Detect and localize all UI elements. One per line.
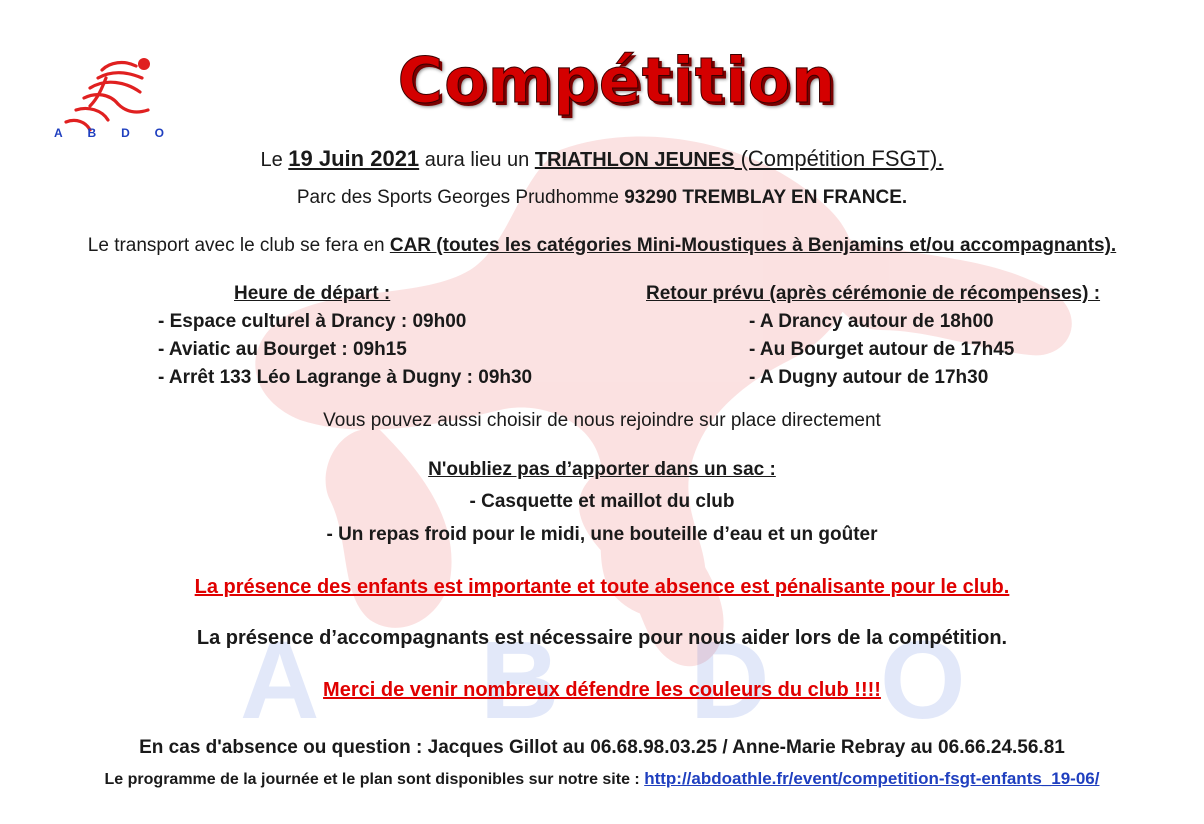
departure-item: - Espace culturel à Drancy : 09h00 — [158, 311, 467, 332]
logo-letter: A — [54, 126, 63, 140]
event-name: TRIATHLON JEUNES — [534, 149, 735, 171]
bring-heading: N'oubliez pas d’apporter dans un sac : — [428, 459, 776, 480]
program-link[interactable]: http://abdoathle.fr/event/competition-fsgt-enfants_19-06/ — [644, 769, 1100, 788]
return-item: - A Drancy autour de 18h00 — [749, 311, 994, 332]
notice-companions: La présence d’accompagnants est nécessaire pour nous aider lors de la compétition. — [196, 627, 1008, 649]
svg-text:O: O — [880, 619, 966, 742]
contact-line: En cas d'absence ou question : Jacques Gillot au 06.68.98.03.25 / Anne-Marie Rebray au 06.66.24.56.81 — [139, 737, 1065, 758]
logo-letter: D — [121, 126, 130, 140]
venue-place: Parc des Sports Georges Prudhomme — [296, 187, 625, 208]
notice-thanks: Merci de venir nombreux défendre les couleurs du club !!!! — [323, 679, 881, 701]
departure-item: - Arrêt 133 Léo Lagrange à Dugny : 09h30 — [158, 367, 533, 388]
svg-text:B: B — [480, 619, 560, 742]
return-item: - A Dugny autour de 17h30 — [749, 367, 989, 388]
venue-city: 93290 TREMBLAY EN FRANCE. — [624, 187, 908, 208]
intro-line — [0, 146, 1204, 172]
venue-line — [0, 187, 1204, 209]
logo-letters — [54, 126, 164, 140]
transport-detail: (toutes les catégories Mini-Moustiques à Benjamins et/ou accompagnants). — [431, 235, 1117, 256]
return-schedule — [646, 280, 1100, 392]
program-line — [0, 769, 1204, 789]
svg-text:A: A — [240, 619, 320, 742]
departure-item: - Aviatic au Bourget : 09h15 — [158, 339, 407, 360]
event-date: 19 Juin 2021 — [288, 146, 420, 171]
bring-item: - Un repas froid pour le midi, une bouteille d’eau et un goûter — [326, 524, 878, 545]
return-heading: Retour prévu (après cérémonie de récompenses) : — [646, 283, 1101, 304]
join-text: Vous pouvez aussi choisir de nous rejoindre sur place directement — [323, 410, 881, 431]
logo-letter: O — [154, 126, 164, 140]
departure-schedule — [158, 280, 532, 392]
svg-text:D: D — [690, 619, 770, 742]
event-suffix: (Compétition FSGT). — [734, 146, 944, 171]
program-text: Le programme de la journée et le plan sont disponibles sur notre site : — [104, 771, 645, 788]
transport-prefix: Le transport avec le club se fera en — [87, 235, 390, 256]
transport-mode: CAR — [389, 235, 432, 256]
intro-middle: aura lieu un — [419, 149, 535, 171]
page-title: Compétition — [397, 44, 837, 117]
return-item: - Au Bourget autour de 17h45 — [749, 339, 1015, 360]
transport-line — [0, 235, 1204, 257]
logo-letter: B — [87, 126, 97, 140]
notice-presence: La présence des enfants est importante et toute absence est pénalisante pour le club. — [194, 576, 1010, 598]
departure-heading: Heure de départ : — [234, 283, 391, 304]
intro-prefix: Le — [260, 149, 289, 171]
bring-item: - Casquette et maillot du club — [469, 491, 735, 512]
